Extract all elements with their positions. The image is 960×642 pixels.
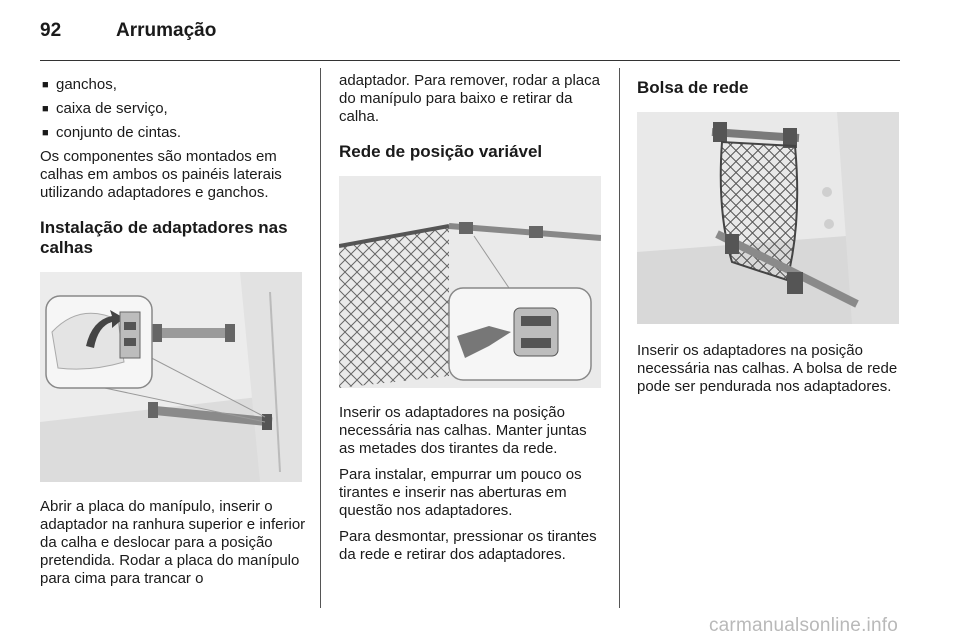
column-divider-1: [320, 68, 321, 608]
adapter-caption: Abrir a placa do manípulo, inserir o adaptador na ranhura superior e inferior da calha e deslocar para a posição pretendida. Rodar a placa do manípulo para cima para trancar o: [40, 498, 306, 587]
variable-net-paragraph-1: Inserir os adaptadores na posição necessária nas calhas. Manter juntas as metades dos tirantes da rede.: [339, 404, 587, 457]
column-1: [40, 72, 308, 596]
variable-net-image: [339, 176, 601, 388]
variable-net-paragraph-2: Para instalar, empurrar um pouco os tirantes e inserir nas aberturas em questão nos adaptadores.: [339, 466, 582, 519]
intro-paragraph: Os componentes são montados em calhas em ambos os painéis laterais utilizando adaptadores e ganchos.: [40, 148, 282, 201]
list-item: ■ ganchos,: [42, 76, 117, 93]
chapter-title: Arrumação: [116, 20, 217, 41]
section-heading-adapters: Instalação de adaptadores nas calhas: [40, 218, 288, 257]
column-2: [339, 72, 605, 572]
net-pocket-image: [637, 112, 899, 324]
header-divider: [40, 60, 900, 61]
section-heading-net-pocket: Bolsa de rede: [637, 78, 749, 97]
page-number: 92: [40, 20, 62, 41]
list-item: ■ caixa de serviço,: [42, 100, 168, 117]
continuation-paragraph: adaptador. Para remover, rodar a placa do manípulo para baixo e retirar da calha.: [339, 72, 600, 125]
list-item: ■ conjunto de cintas.: [42, 124, 182, 141]
adapter-installation-image: [40, 272, 302, 482]
net-pocket-paragraph: Inserir os adaptadores na posição necessária nas calhas. A bolsa de rede pode ser pendurada nos adaptadores.: [637, 342, 898, 395]
section-heading-variable-net: Rede de posição variável: [339, 142, 543, 161]
variable-net-paragraph-3: Para desmontar, pressionar os tirantes da rede e retirar dos adaptadores.: [339, 528, 597, 563]
component-list: [40, 76, 308, 142]
watermark-text: carmanualsonline.info: [708, 615, 898, 636]
column-3: [637, 72, 903, 404]
column-divider-2: [619, 68, 620, 608]
